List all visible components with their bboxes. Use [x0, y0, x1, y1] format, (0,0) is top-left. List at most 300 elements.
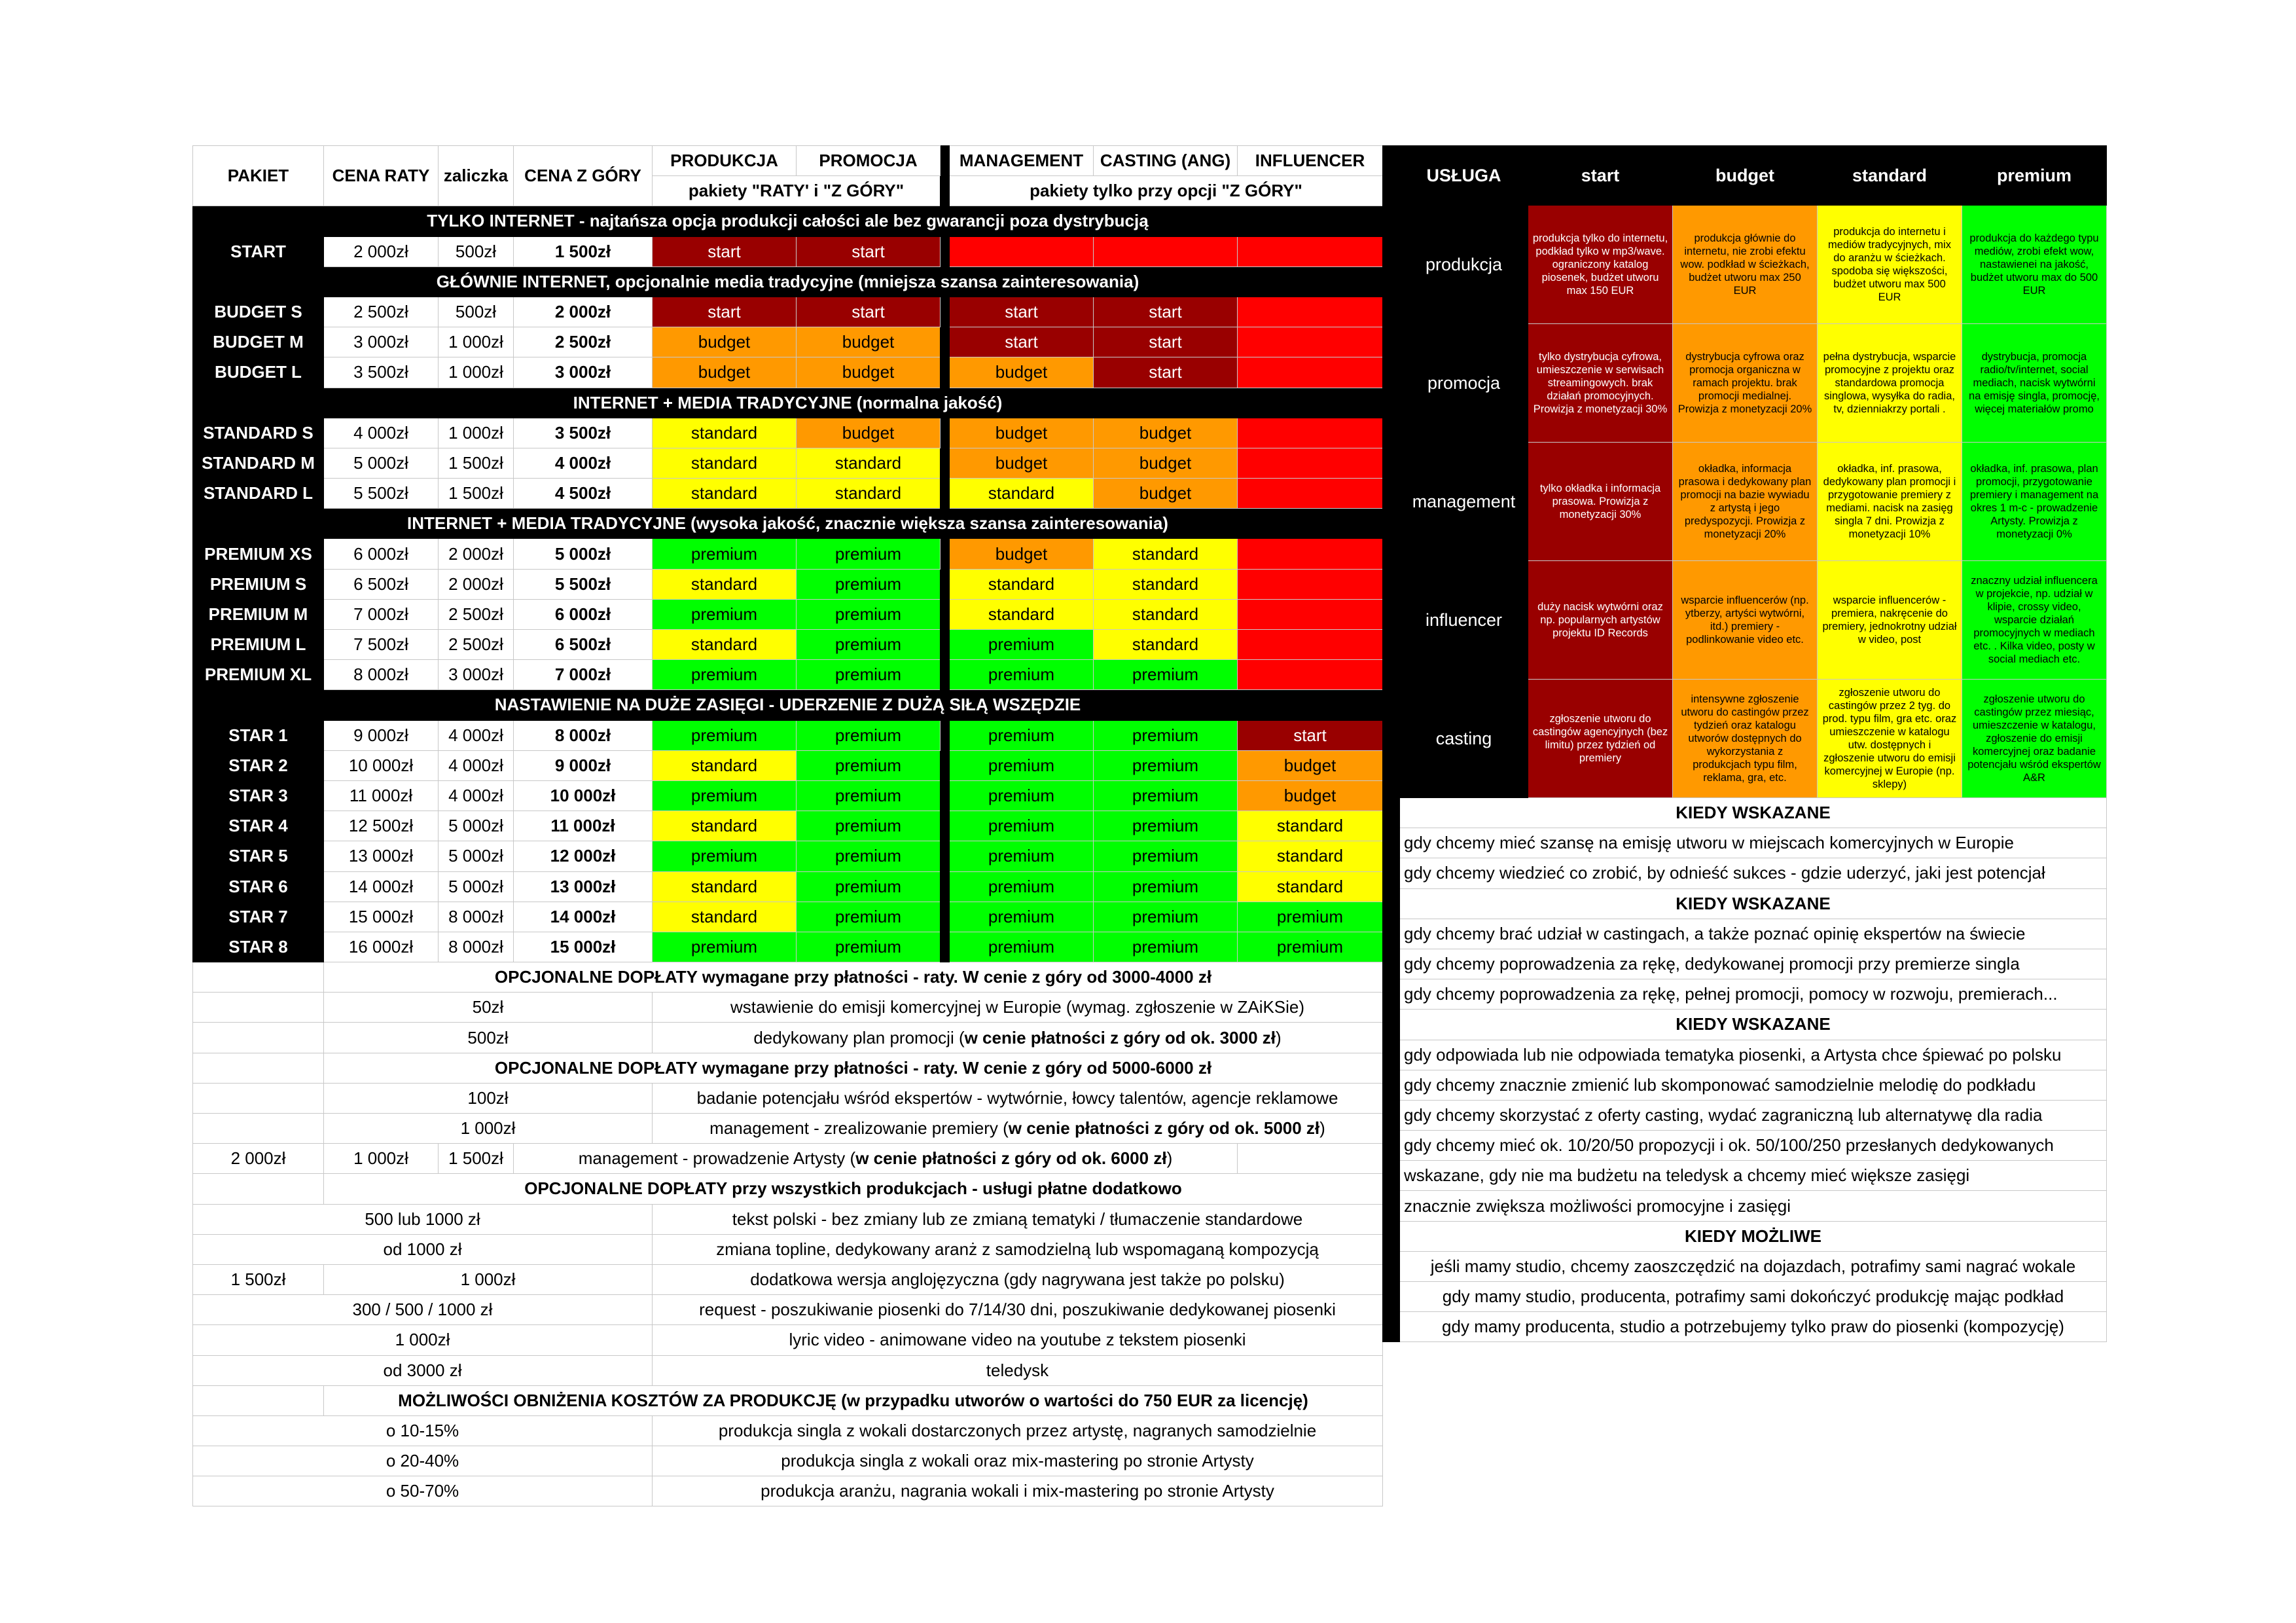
cell-management: standard	[950, 569, 1094, 599]
optional-desc	[514, 1144, 1238, 1174]
cell-management: premium	[950, 780, 1094, 811]
service-name: influencer	[1400, 561, 1528, 680]
optional-row	[193, 1204, 1383, 1234]
price-zaliczka: 2 500zł	[439, 630, 514, 660]
cell-promocja: premium	[797, 539, 941, 569]
package-name: STANDARD M	[193, 448, 324, 478]
package-name: STAR 2	[193, 750, 324, 780]
cell-influencer: standard	[1238, 871, 1383, 902]
cell-management: premium	[950, 871, 1094, 902]
price-z-gory: 1 500zł	[514, 236, 653, 266]
black-gutter	[1383, 798, 1400, 828]
price-raty: 9 000zł	[324, 720, 439, 750]
black-gutter	[1383, 949, 1400, 979]
optional-price: od 3000 zł	[193, 1355, 653, 1385]
price-z-gory: 7 000zł	[514, 660, 653, 690]
optional-title: OPCJONALNE DOPŁATY wymagane przy płatności - raty. W cenie z góry od 5000-6000 zł	[324, 1053, 1383, 1083]
price-z-gory: 5 500zł	[514, 569, 653, 599]
service-desc-standard: wsparcie influencerów - premiera, nakręcenie do premiery, jednokrotny udział w video, post	[1818, 561, 1962, 680]
when-text: gdy chcemy poprowadzenia za rękę, dedykowanej promocji przy premierze singla	[1400, 949, 2107, 979]
package-row	[193, 479, 1383, 509]
package-row	[193, 750, 1383, 780]
price-zaliczka: 3 000zł	[439, 660, 514, 690]
price-raty: 4 000zł	[324, 418, 439, 448]
price-zaliczka: 2 500zł	[439, 599, 514, 629]
cell-produkcja: standard	[653, 811, 797, 841]
price-2: 1 000zł	[324, 1144, 439, 1174]
price-raty: 6 000zł	[324, 539, 439, 569]
service-desc-premium: okładka, inf. prasowa, plan promocji, przygotowanie premiery i management na okres 1 m-c - prowadzenie Artysty. Prowizja z monetyzacji 0%	[1962, 443, 2107, 561]
price-zaliczka: 1 500zł	[439, 479, 514, 509]
package-row	[193, 327, 1383, 357]
when-text: gdy chcemy skorzystać z oferty casting, wydać zagraniczną lub alternatywę dla radia	[1400, 1100, 2107, 1130]
price-zaliczka: 8 000zł	[439, 902, 514, 932]
package-name: STANDARD L	[193, 479, 324, 509]
cell-promocja: premium	[797, 841, 941, 871]
price-z-gory: 11 000zł	[514, 811, 653, 841]
price-z-gory: 6 500zł	[514, 630, 653, 660]
when-row	[1383, 919, 2107, 949]
price-z-gory: 14 000zł	[514, 902, 653, 932]
black-gutter	[1383, 888, 1400, 919]
price-1: 1 500zł	[193, 1264, 324, 1294]
price-z-gory: 8 000zł	[514, 720, 653, 750]
price-raty: 14 000zł	[324, 871, 439, 902]
when-text: gdy chcemy mieć szansę na emisję utworu w miejscach komercyjnych w Europie	[1400, 828, 2107, 858]
services-header-row	[1383, 146, 2107, 206]
black-gutter	[1383, 858, 1400, 888]
cell-casting: standard	[1094, 569, 1238, 599]
black-gutter	[1383, 1131, 1400, 1161]
price-raty: 3 000zł	[324, 327, 439, 357]
price-zaliczka: 1 000zł	[439, 418, 514, 448]
service-row	[1383, 206, 2107, 324]
service-desc-start: tylko okładka i informacja prasowa. Prowizja z monetyzacji 30%	[1528, 443, 1673, 561]
section-row	[193, 206, 1383, 236]
cell-promocja: premium	[797, 720, 941, 750]
cell-influencer	[1238, 479, 1383, 509]
cell-promocja: budget	[797, 327, 941, 357]
service-desc-standard: produkcja do internetu i mediów tradycyjnych, mix do aranżu w ścieżkach. spodoba się większości, budżet utworu max 500 EUR	[1818, 206, 1962, 324]
package-row	[193, 811, 1383, 841]
package-row	[193, 236, 1383, 266]
black-gutter	[1383, 1191, 1400, 1221]
optional-desc: lyric video - animowane video na youtube z tekstem piosenki	[653, 1325, 1383, 1355]
when-title: KIEDY WSKAZANE	[1400, 1010, 2107, 1040]
black-gutter	[1383, 919, 1400, 949]
package-name: PREMIUM XL	[193, 660, 324, 690]
cell-promocja: budget	[797, 418, 941, 448]
blank-cell	[193, 1023, 324, 1053]
package-name: PREMIUM XS	[193, 539, 324, 569]
when-row	[1383, 949, 2107, 979]
when-text: gdy chcemy znacznie zmienić lub skomponować samodzielnie melodię do podkładu	[1400, 1070, 2107, 1100]
cell-influencer: standard	[1238, 811, 1383, 841]
optional-price: 500zł	[324, 1023, 653, 1053]
when-text: gdy chcemy mieć ok. 10/20/50 propozycji i ok. 50/100/250 przesłanych dedykowanych	[1400, 1131, 2107, 1161]
package-name: STAR 6	[193, 871, 324, 902]
package-row	[193, 902, 1383, 932]
optional-title-row	[193, 962, 1383, 993]
cell-casting: standard	[1094, 599, 1238, 629]
optional-price: od 1000 zł	[193, 1234, 653, 1264]
price-z-gory: 2 500zł	[514, 327, 653, 357]
package-name: STAR 8	[193, 932, 324, 962]
price-z-gory: 2 000zł	[514, 297, 653, 327]
price-3: 1 500zł	[439, 1144, 514, 1174]
service-row	[1383, 443, 2107, 561]
section-title: NASTAWIENIE NA DUŻE ZASIĘGI - UDERZENIE Z DUŻĄ SIŁĄ WSZĘDZIE	[193, 690, 1383, 720]
cell-promocja: premium	[797, 660, 941, 690]
price-raty: 2 500zł	[324, 297, 439, 327]
blank-cell	[193, 1174, 324, 1204]
service-desc-premium: znaczny udział influencera w projekcie, np. udział w klipie, crossy video, wsparcie działań promocyjnych w mediach etc. . Kilka video, posty w social mediach etc.	[1962, 561, 2107, 680]
cell-promocja: standard	[797, 479, 941, 509]
when-text: znacznie zwiększa możliwości promocyjne i zasięgi	[1400, 1191, 2107, 1221]
black-gutter	[1383, 979, 1400, 1010]
optional-price: 50zł	[324, 993, 653, 1023]
when-row	[1383, 1161, 2107, 1191]
price-raty: 3 500zł	[324, 357, 439, 388]
optional-desc: dodatkowa wersja anglojęzyczna (gdy nagrywana jest także po polsku)	[653, 1264, 1383, 1294]
price-raty: 7 000zł	[324, 599, 439, 629]
optional-price: 1 000zł	[324, 1114, 653, 1144]
header-cena-raty: CENA RATY	[324, 146, 439, 206]
optional-desc	[653, 1114, 1383, 1144]
cell-produkcja: premium	[653, 720, 797, 750]
cell-produkcja: start	[653, 236, 797, 266]
cell-promocja: premium	[797, 569, 941, 599]
when-row	[1383, 1131, 2107, 1161]
package-name: PREMIUM M	[193, 599, 324, 629]
cell-promocja: premium	[797, 599, 941, 629]
price-raty: 15 000zł	[324, 902, 439, 932]
when-text: gdy chcemy brać udział w castingach, a także poznać opinię ekspertów na świecie	[1400, 919, 2107, 949]
when-row	[1383, 1040, 2107, 1070]
price-raty: 5 500zł	[324, 479, 439, 509]
cell-influencer	[1238, 297, 1383, 327]
price-2: 1 000zł	[324, 1264, 653, 1294]
price-raty: 8 000zł	[324, 660, 439, 690]
price-zaliczka: 1 000zł	[439, 327, 514, 357]
service-name: management	[1400, 443, 1528, 561]
when-text: gdy mamy studio, producenta, potrafimy sami dokończyć produkcję mając podkład	[1400, 1282, 2107, 1312]
header-produkcja: PRODUKCJA	[653, 146, 797, 176]
when-title-row	[1383, 888, 2107, 919]
cell-promocja: premium	[797, 871, 941, 902]
cell-influencer: budget	[1238, 780, 1383, 811]
cell-produkcja: standard	[653, 750, 797, 780]
cell-promocja: start	[797, 297, 941, 327]
package-name: STAR 7	[193, 902, 324, 932]
cell-casting: start	[1094, 297, 1238, 327]
service-desc-budget: okładka, informacja prasowa i dedykowany plan promocji na bazie wywiadu z artystą i jego predyspozycji. Prowizja z monetyzacji 20%	[1673, 443, 1818, 561]
cell-management: premium	[950, 630, 1094, 660]
optional-row	[193, 1476, 1383, 1506]
header-usluga: USŁUGA	[1400, 146, 1528, 206]
optional-row	[193, 1325, 1383, 1355]
price-zaliczka: 5 000zł	[439, 841, 514, 871]
package-name: STANDARD S	[193, 418, 324, 448]
package-row	[193, 780, 1383, 811]
package-name: PREMIUM S	[193, 569, 324, 599]
section-title: INTERNET + MEDIA TRADYCYJNE (wysoka jakość, znacznie większa szansa zainteresowania)	[193, 509, 1383, 539]
blank-cell	[193, 962, 324, 993]
cell-influencer	[1238, 630, 1383, 660]
cell-promocja: start	[797, 236, 941, 266]
black-gutter	[1383, 1100, 1400, 1130]
desc-text: management - zrealizowanie premiery (	[709, 1118, 1009, 1139]
cell-management: budget	[950, 448, 1094, 478]
cell-casting: premium	[1094, 932, 1238, 962]
header-zaliczka: zaliczka	[439, 146, 514, 206]
optional-row	[193, 993, 1383, 1023]
service-desc-premium: dystrybucja, promocja radio/tv/internet, social mediach, nacisk wytwórni na emisję singla, promocję, więcej materiałów promo	[1962, 324, 2107, 443]
blank-cell	[193, 993, 324, 1023]
price-raty: 13 000zł	[324, 841, 439, 871]
package-row	[193, 871, 1383, 902]
service-desc-standard: okładka, inf. prasowa, dedykowany plan promocji i przygotowanie premiery z mediami. nacisk na zasięg singla 7 dni. Prowizja z monetyzacji 10%	[1818, 443, 1962, 561]
cell-influencer	[1238, 448, 1383, 478]
price-z-gory: 5 000zł	[514, 539, 653, 569]
header-row	[193, 146, 1383, 176]
price-raty: 12 500zł	[324, 811, 439, 841]
optional-desc	[653, 1023, 1383, 1053]
black-gutter	[1383, 1312, 1400, 1342]
when-row	[1383, 1100, 2107, 1130]
optional-row	[193, 1023, 1383, 1053]
optional-price: o 50-70%	[193, 1476, 653, 1506]
cell-promocja: premium	[797, 902, 941, 932]
cell-produkcja: premium	[653, 780, 797, 811]
price-raty: 7 500zł	[324, 630, 439, 660]
black-gutter	[1383, 1040, 1400, 1070]
cell-produkcja: standard	[653, 871, 797, 902]
optional-desc: produkcja singla z wokali dostarczonych przez artystę, nagranych samodzielnie	[653, 1415, 1383, 1446]
cell-influencer: standard	[1238, 841, 1383, 871]
when-row	[1383, 1312, 2107, 1342]
when-row	[1383, 1282, 2107, 1312]
optional-price: 500 lub 1000 zł	[193, 1204, 653, 1234]
cell-promocja: premium	[797, 750, 941, 780]
price-zaliczka: 4 000zł	[439, 780, 514, 811]
service-desc-standard: zgłoszenie utworu do castingów przez 2 tyg. do prod. typu film, gra etc. oraz umieszczenie w katalogu utw. dostępnych i zgłoszenie utworu do emisji komercyjnej w Europie (np. sklepy)	[1818, 680, 1962, 798]
separator	[941, 539, 950, 690]
optional-desc: zmiana topline, dedykowany aranż z samodzielną lub wspomaganą kompozycją	[653, 1234, 1383, 1264]
price-zaliczka: 4 000zł	[439, 750, 514, 780]
price-z-gory: 4 000zł	[514, 448, 653, 478]
desc-text: )	[1275, 1027, 1282, 1048]
price-z-gory: 3 000zł	[514, 357, 653, 388]
cell-influencer: premium	[1238, 932, 1383, 962]
optional-price: 1 000zł	[193, 1325, 653, 1355]
blank-cell	[193, 1053, 324, 1083]
cell-produkcja: premium	[653, 539, 797, 569]
optional-title-row	[193, 1053, 1383, 1083]
section-row	[193, 690, 1383, 720]
cell-management: start	[950, 327, 1094, 357]
black-gutter	[1383, 1282, 1400, 1312]
header-casting: CASTING (ANG)	[1094, 146, 1238, 176]
package-name: START	[193, 236, 324, 266]
desc-text: )	[1319, 1118, 1325, 1139]
service-desc-budget: produkcja głównie do internetu, nie zrobi efektu wow. podkład w ścieżkach, budżet utworu max 250 EUR	[1673, 206, 1818, 324]
cell-management	[950, 236, 1094, 266]
service-row	[1383, 680, 2107, 798]
optional-row	[193, 1355, 1383, 1385]
cell-management: premium	[950, 841, 1094, 871]
service-desc-standard: pełna dystrybucja, wsparcie promocyjne z projektu oraz standardowa promocja singlowa, wysyłka do radia, tv, dzienniakrzy portali .	[1818, 324, 1962, 443]
when-text: gdy mamy producenta, studio a potrzebujemy tylko praw do piosenki (kompozycję)	[1400, 1312, 2107, 1342]
cell-influencer	[1238, 236, 1383, 266]
header-pakiety-raty: pakiety "RATY' i "Z GÓRY"	[653, 176, 941, 206]
price-z-gory: 9 000zł	[514, 750, 653, 780]
header-influencer: INFLUENCER	[1238, 146, 1383, 176]
header-promocja: PROMOCJA	[797, 146, 941, 176]
package-name: BUDGET L	[193, 357, 324, 388]
package-row	[193, 357, 1383, 388]
black-gutter	[1383, 1221, 1400, 1251]
separator	[941, 146, 950, 206]
cell-promocja: premium	[797, 932, 941, 962]
blank-cell	[193, 1083, 324, 1113]
package-row	[193, 539, 1383, 569]
optional-title-row	[193, 1174, 1383, 1204]
optional-row	[193, 1295, 1383, 1325]
cell-produkcja: premium	[653, 841, 797, 871]
when-title: KIEDY MOŻLIWE	[1400, 1221, 2107, 1251]
cell-influencer: budget	[1238, 750, 1383, 780]
cell-influencer: premium	[1238, 902, 1383, 932]
package-row	[193, 599, 1383, 629]
black-gutter	[1383, 1010, 1400, 1040]
price-z-gory: 10 000zł	[514, 780, 653, 811]
when-row	[1383, 1070, 2107, 1100]
price-zaliczka: 1 000zł	[439, 357, 514, 388]
optional-price: o 10-15%	[193, 1415, 653, 1446]
header-start: start	[1528, 146, 1673, 206]
optional-row	[193, 1114, 1383, 1144]
cell-management: standard	[950, 479, 1094, 509]
cell-produkcja: standard	[653, 630, 797, 660]
cell-produkcja: premium	[653, 599, 797, 629]
price-zaliczka: 500zł	[439, 236, 514, 266]
optional-desc: badanie potencjału wśród ekspertów - wytwórnie, łowcy talentów, agencje reklamowe	[653, 1083, 1383, 1113]
package-name: STAR 3	[193, 780, 324, 811]
price-raty: 6 500zł	[324, 569, 439, 599]
service-desc-premium: zgłoszenie utworu do castingów przez miesiąc, umieszczenie w katalogu, zgłoszenie do emisji komercyjnej oraz badanie potencjału wśród ekspertów A&R	[1962, 680, 2107, 798]
optional-price: o 20-40%	[193, 1446, 653, 1476]
optional-price: 300 / 500 / 1000 zł	[193, 1295, 653, 1325]
cell-promocja: budget	[797, 357, 941, 388]
blank-cell	[193, 1385, 324, 1415]
price-raty: 10 000zł	[324, 750, 439, 780]
when-text: jeśli mamy studio, chcemy zaoszczędzić na dojazdach, potrafimy sami nagrać wokale	[1400, 1251, 2107, 1281]
cell-management: budget	[950, 539, 1094, 569]
price-raty: 11 000zł	[324, 780, 439, 811]
when-row	[1383, 979, 2107, 1010]
cell-casting: premium	[1094, 720, 1238, 750]
cell-casting: budget	[1094, 479, 1238, 509]
cell-management: standard	[950, 599, 1094, 629]
services-table	[1382, 145, 2107, 1342]
cell-management: premium	[950, 811, 1094, 841]
price-zaliczka: 8 000zł	[439, 932, 514, 962]
black-gutter	[1383, 1070, 1400, 1100]
optional-row	[193, 1415, 1383, 1446]
cell-casting	[1094, 236, 1238, 266]
separator	[941, 418, 950, 509]
package-name: PREMIUM L	[193, 630, 324, 660]
when-text: gdy chcemy wiedzieć co zrobić, by odnieść sukces - gdzie uderzyć, jaki jest potencjał	[1400, 858, 2107, 888]
cell-influencer	[1238, 599, 1383, 629]
cell-influencer: start	[1238, 720, 1383, 750]
package-row	[193, 630, 1383, 660]
blank-cell	[193, 1114, 324, 1144]
separator	[941, 720, 950, 962]
cell-influencer	[1238, 418, 1383, 448]
service-desc-start: produkcja tylko do internetu, podkład tylko w mp3/wave. ograniczony katalog piosenek, budżet utworu max 150 EUR	[1528, 206, 1673, 324]
price-zaliczka: 4 000zł	[439, 720, 514, 750]
when-title: KIEDY WSKAZANE	[1400, 798, 2107, 828]
cell-management: premium	[950, 902, 1094, 932]
price-zaliczka: 5 000zł	[439, 811, 514, 841]
service-desc-start: tylko dystrybucja cyfrowa, umieszczenie w serwisach streamingowych. brak działań promocyjnych. Prowizja z monetyzacji 30%	[1528, 324, 1673, 443]
package-row	[193, 569, 1383, 599]
section-row	[193, 388, 1383, 418]
service-desc-budget: wsparcie influencerów (np. ytberzy, artyści wytwórni, itd.) premiery - podlinkowanie video etc.	[1673, 561, 1818, 680]
header-pakiety-zgory: pakiety tylko przy opcji "Z GÓRY"	[950, 176, 1383, 206]
cell-casting: premium	[1094, 660, 1238, 690]
package-name: STAR 1	[193, 720, 324, 750]
package-row	[193, 932, 1383, 962]
separator	[941, 297, 950, 388]
package-row	[193, 297, 1383, 327]
optional-row	[193, 1144, 1383, 1174]
desc-text: management - prowadzenie Artysty (	[578, 1148, 856, 1169]
cell-produkcja: budget	[653, 357, 797, 388]
optional-title: OPCJONALNE DOPŁATY przy wszystkich produkcjach - usługi płatne dodatkowo	[324, 1174, 1383, 1204]
cell-management: premium	[950, 720, 1094, 750]
when-row	[1383, 858, 2107, 888]
cell-casting: premium	[1094, 902, 1238, 932]
cell-promocja: standard	[797, 448, 941, 478]
cell-management: budget	[950, 418, 1094, 448]
service-row	[1383, 561, 2107, 680]
package-row	[193, 448, 1383, 478]
cell-produkcja: start	[653, 297, 797, 327]
cell-casting: start	[1094, 327, 1238, 357]
cell-casting: budget	[1094, 448, 1238, 478]
service-name: produkcja	[1400, 206, 1528, 324]
header-management: MANAGEMENT	[950, 146, 1094, 176]
separator	[941, 236, 950, 266]
package-row	[193, 720, 1383, 750]
when-row	[1383, 828, 2107, 858]
cell-promocja: premium	[797, 780, 941, 811]
cell-promocja: premium	[797, 811, 941, 841]
cell-produkcja: premium	[653, 660, 797, 690]
price-zaliczka: 500zł	[439, 297, 514, 327]
package-name: BUDGET S	[193, 297, 324, 327]
price-zaliczka: 5 000zł	[439, 871, 514, 902]
optional-row	[193, 1446, 1383, 1476]
black-gutter	[1383, 828, 1400, 858]
cell-influencer	[1238, 327, 1383, 357]
header-pakiet: PAKIET	[193, 146, 324, 206]
price-zaliczka: 1 500zł	[439, 448, 514, 478]
cell-casting: premium	[1094, 871, 1238, 902]
